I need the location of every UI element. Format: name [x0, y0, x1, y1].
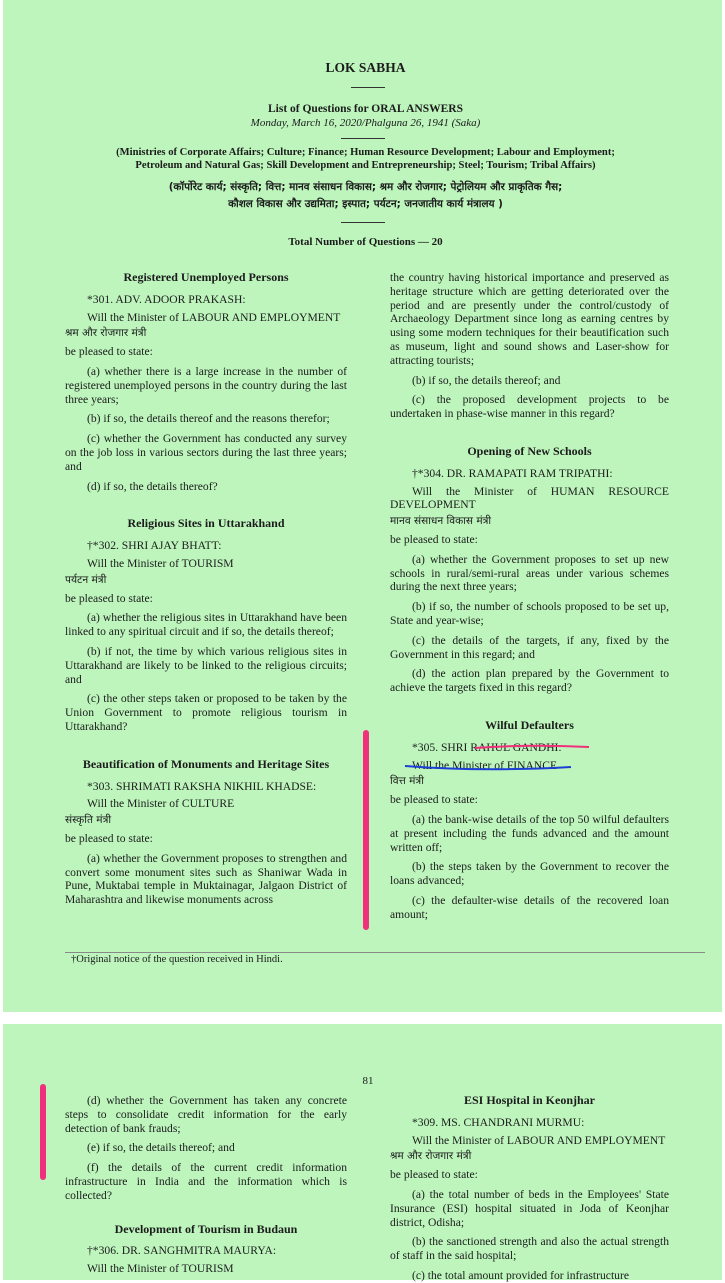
page-number: 81: [362, 1075, 374, 1087]
heading-underline-mark: [473, 743, 591, 753]
q309-member: *309. MS. CHANDRANI MURMU:: [412, 1115, 585, 1129]
q301-member: *301. ADV. ADOOR PRAKASH:: [87, 292, 246, 306]
q304-pleased: be pleased to state:: [390, 532, 478, 546]
q309-part-c: (c) the total amount provided for infrastructure: [412, 1268, 629, 1282]
q301-minister-hindi: श्रम और रोजगार मंत्री: [65, 327, 147, 340]
q309-minister: Will the Minister of LABOUR AND EMPLOYMENT: [412, 1133, 666, 1147]
q302-part-b: (b) if not, the time by which various religious sites in Uttarakhand are likely to be linked to the religious circuits; and: [65, 644, 347, 686]
footnote-rule: [65, 952, 705, 953]
q304-minister: Will the Minister of HUMAN RESOURCE DEVELOPMENT: [390, 484, 669, 512]
q305-part-d: (d) whether the Government has taken any concrete steps to consolidate credit information for the early detection of bank frauds;: [65, 1094, 347, 1135]
q301-heading: Registered Unemployed Persons: [123, 270, 289, 284]
q309-part-b: (b) the sanctioned strength and also the actual strength of staff in the said hospital;: [390, 1235, 669, 1263]
q302-member: †*302. SHRI AJAY BHATT:: [87, 539, 222, 553]
list-title: List of Questions for ORAL ANSWERS: [267, 103, 463, 115]
q306-minister: Will the Minister of TOURISM: [87, 1262, 234, 1276]
q305-part-b: (b) the steps taken by the Government to recover the loans advanced;: [390, 860, 669, 888]
q305-part-c: (c) the defaulter-wise details of the recovered loan amount;: [390, 893, 669, 921]
q301-pleased: be pleased to state:: [65, 345, 153, 359]
q305-heading: Wilful Defaulters: [485, 717, 574, 732]
q309-heading: ESI Hospital in Keonjhar: [463, 1093, 596, 1107]
q302-minister: Will the Minister of TOURISM: [87, 556, 234, 570]
house-title: LOK SABHA: [325, 60, 406, 75]
member-underline-mark: [403, 762, 575, 774]
q304-heading: Opening of New Schools: [467, 443, 592, 458]
page2-right-column: [390, 1094, 669, 1283]
q309-pleased: be pleased to state:: [390, 1168, 478, 1182]
total-questions: Total Number of Questions — 20: [288, 236, 443, 248]
q305-part-e: (e) if so, the details thereof; and: [87, 1141, 235, 1155]
q305-pleased: be pleased to state:: [390, 793, 478, 807]
q303-pleased: be pleased to state:: [65, 831, 153, 845]
right-column: [390, 271, 669, 921]
ministries-english-line1: (Ministries of Corporate Affairs; Culture; Finance; Human Resource Development; Labour and Employment;: [116, 147, 615, 158]
q306-heading: Development of Tourism in Budaun: [114, 1221, 298, 1236]
ministries-english-line2: Petroleum and Natural Gas; Skill Development and Entrepreneurship; Steel; Tourism; Tribal Affairs): [135, 160, 596, 171]
page-gap: [0, 1012, 725, 1024]
footnote: †Original notice of the question received in Hindi.: [71, 954, 283, 965]
q303-part-a-continued: the country having historical importance and preserved as heritage structure which are getting deteriorated over the period and are presently under the control/custody of Archaeology Department since long as earning centres by using some modern techniques for their beautification such as museum, light and sound shows and Laser-show for attracting tourists;: [390, 271, 669, 367]
q302-heading: Religious Sites in Uttarakhand: [127, 516, 285, 531]
q302-pleased: be pleased to state:: [65, 591, 153, 605]
q303-heading: Beautification of Monuments and Heritage Sites: [82, 756, 330, 771]
q304-part-a: (a) whether the Government proposes to set up new schools in rural/semi-rural areas under various schemes during the next three years;: [390, 552, 669, 594]
q309-part-a: (a) the total number of beds in the Employees' State Insurance (ESI) hospital situated in Joda of Keonjhar district, Odisha;: [390, 1187, 669, 1229]
q301-part-c: (c) whether the Government has conducted any survey on the job loss in various sectors during the last three years; and: [65, 432, 347, 473]
q303-part-b: (b) if so, the details thereof; and: [412, 373, 561, 387]
q305-part-f: (f) the details of the current credit information infrastructure in India and the information which is collected?: [65, 1161, 347, 1202]
page2-left-column: [65, 1094, 347, 1276]
q301-minister: Will the Minister of LABOUR AND EMPLOYMENT: [87, 310, 341, 324]
date-rule: [341, 138, 385, 139]
q301-part-b: (b) if so, the details thereof and the reasons therefor;: [87, 412, 330, 426]
q309-minister-hindi: श्रम और रोजगार मंत्री: [390, 1150, 472, 1163]
pink-highlight-mark-page2: [40, 1084, 46, 1180]
q302-part-c: (c) the other steps taken or proposed to be taken by the Union Government to promote religious tourism in Uttarakhand?: [65, 692, 347, 733]
q301-part-a: (a) whether there is a large increase in the number of registered unemployed persons in the country during the last three years;: [65, 364, 347, 406]
session-date: Monday, March 16, 2020/Phalguna 26, 1941 (Saka): [250, 117, 481, 129]
q304-part-c: (c) the details of the targets, if any, fixed by the Government in this regard; and: [390, 633, 669, 661]
q305-minister: Will the Minister of FINANCE: [412, 758, 558, 772]
q303-part-a: (a) whether the Government proposes to strengthen and convert some monument sites such as Shaniwar Wada in Pune, Muktabai temple in Muktainagar, Jalgaon District of Maharashtra and likewise monuments across: [65, 851, 347, 907]
ministries-hindi-line2: कौशल विकास और उद्यमिता; इस्पात; पर्यटन; जनजातीय कार्य मंत्रालय ): [228, 198, 503, 210]
q304-part-d: (d) the action plan prepared by the Government to achieve the targets fixed in this regard?: [390, 667, 669, 695]
q305-minister-hindi: वित्त मंत्री: [390, 775, 424, 788]
q303-member: *303. SHRIMATI RAKSHA NIKHIL KHADSE:: [87, 779, 317, 793]
q302-part-a: (a) whether the religious sites in Uttarakhand have been linked to any spiritual circuit and if so, the details thereof;: [65, 611, 347, 639]
ministries-hindi-line1: (कॉर्पोरेट कार्य; संस्कृति; वित्त; मानव संसाधन विकास; श्रम और रोजगार; पेट्रोलियम और प्राकृतिक गैस;: [168, 181, 563, 193]
q303-minister: Will the Minister of CULTURE: [87, 797, 235, 811]
pink-highlight-mark: [363, 730, 369, 930]
q302-minister-hindi: पर्यटन मंत्री: [65, 573, 107, 586]
q303-part-c: (c) the proposed development projects to be undertaken in phase-wise manner in this regard?: [390, 393, 669, 421]
document-page-1: [3, 0, 722, 1012]
q305-member: *305. SHRI RAHUL GANDHI:: [412, 740, 562, 754]
q304-part-b: (b) if so, the number of schools proposed to be set up, State and year-wise;: [390, 600, 669, 627]
ministries-rule: [341, 222, 385, 223]
q304-member: †*304. DR. RAMAPATI RAM TRIPATHI:: [412, 466, 613, 480]
document-page-2: [3, 1024, 722, 1280]
q304-minister-hindi: मानव संसाधन विकास मंत्री: [390, 515, 492, 528]
q303-minister-hindi: संस्कृति मंत्री: [65, 814, 112, 827]
q306-member: †*306. DR. SANGHMITRA MAURYA:: [87, 1244, 277, 1258]
q301-part-d: (d) if so, the details thereof?: [87, 479, 218, 493]
q305-part-a: (a) the bank-wise details of the top 50 wilful defaulters at present including the funds advanced and the amount written off;: [390, 812, 669, 854]
title-rule: [351, 87, 385, 88]
left-column: [65, 271, 347, 907]
